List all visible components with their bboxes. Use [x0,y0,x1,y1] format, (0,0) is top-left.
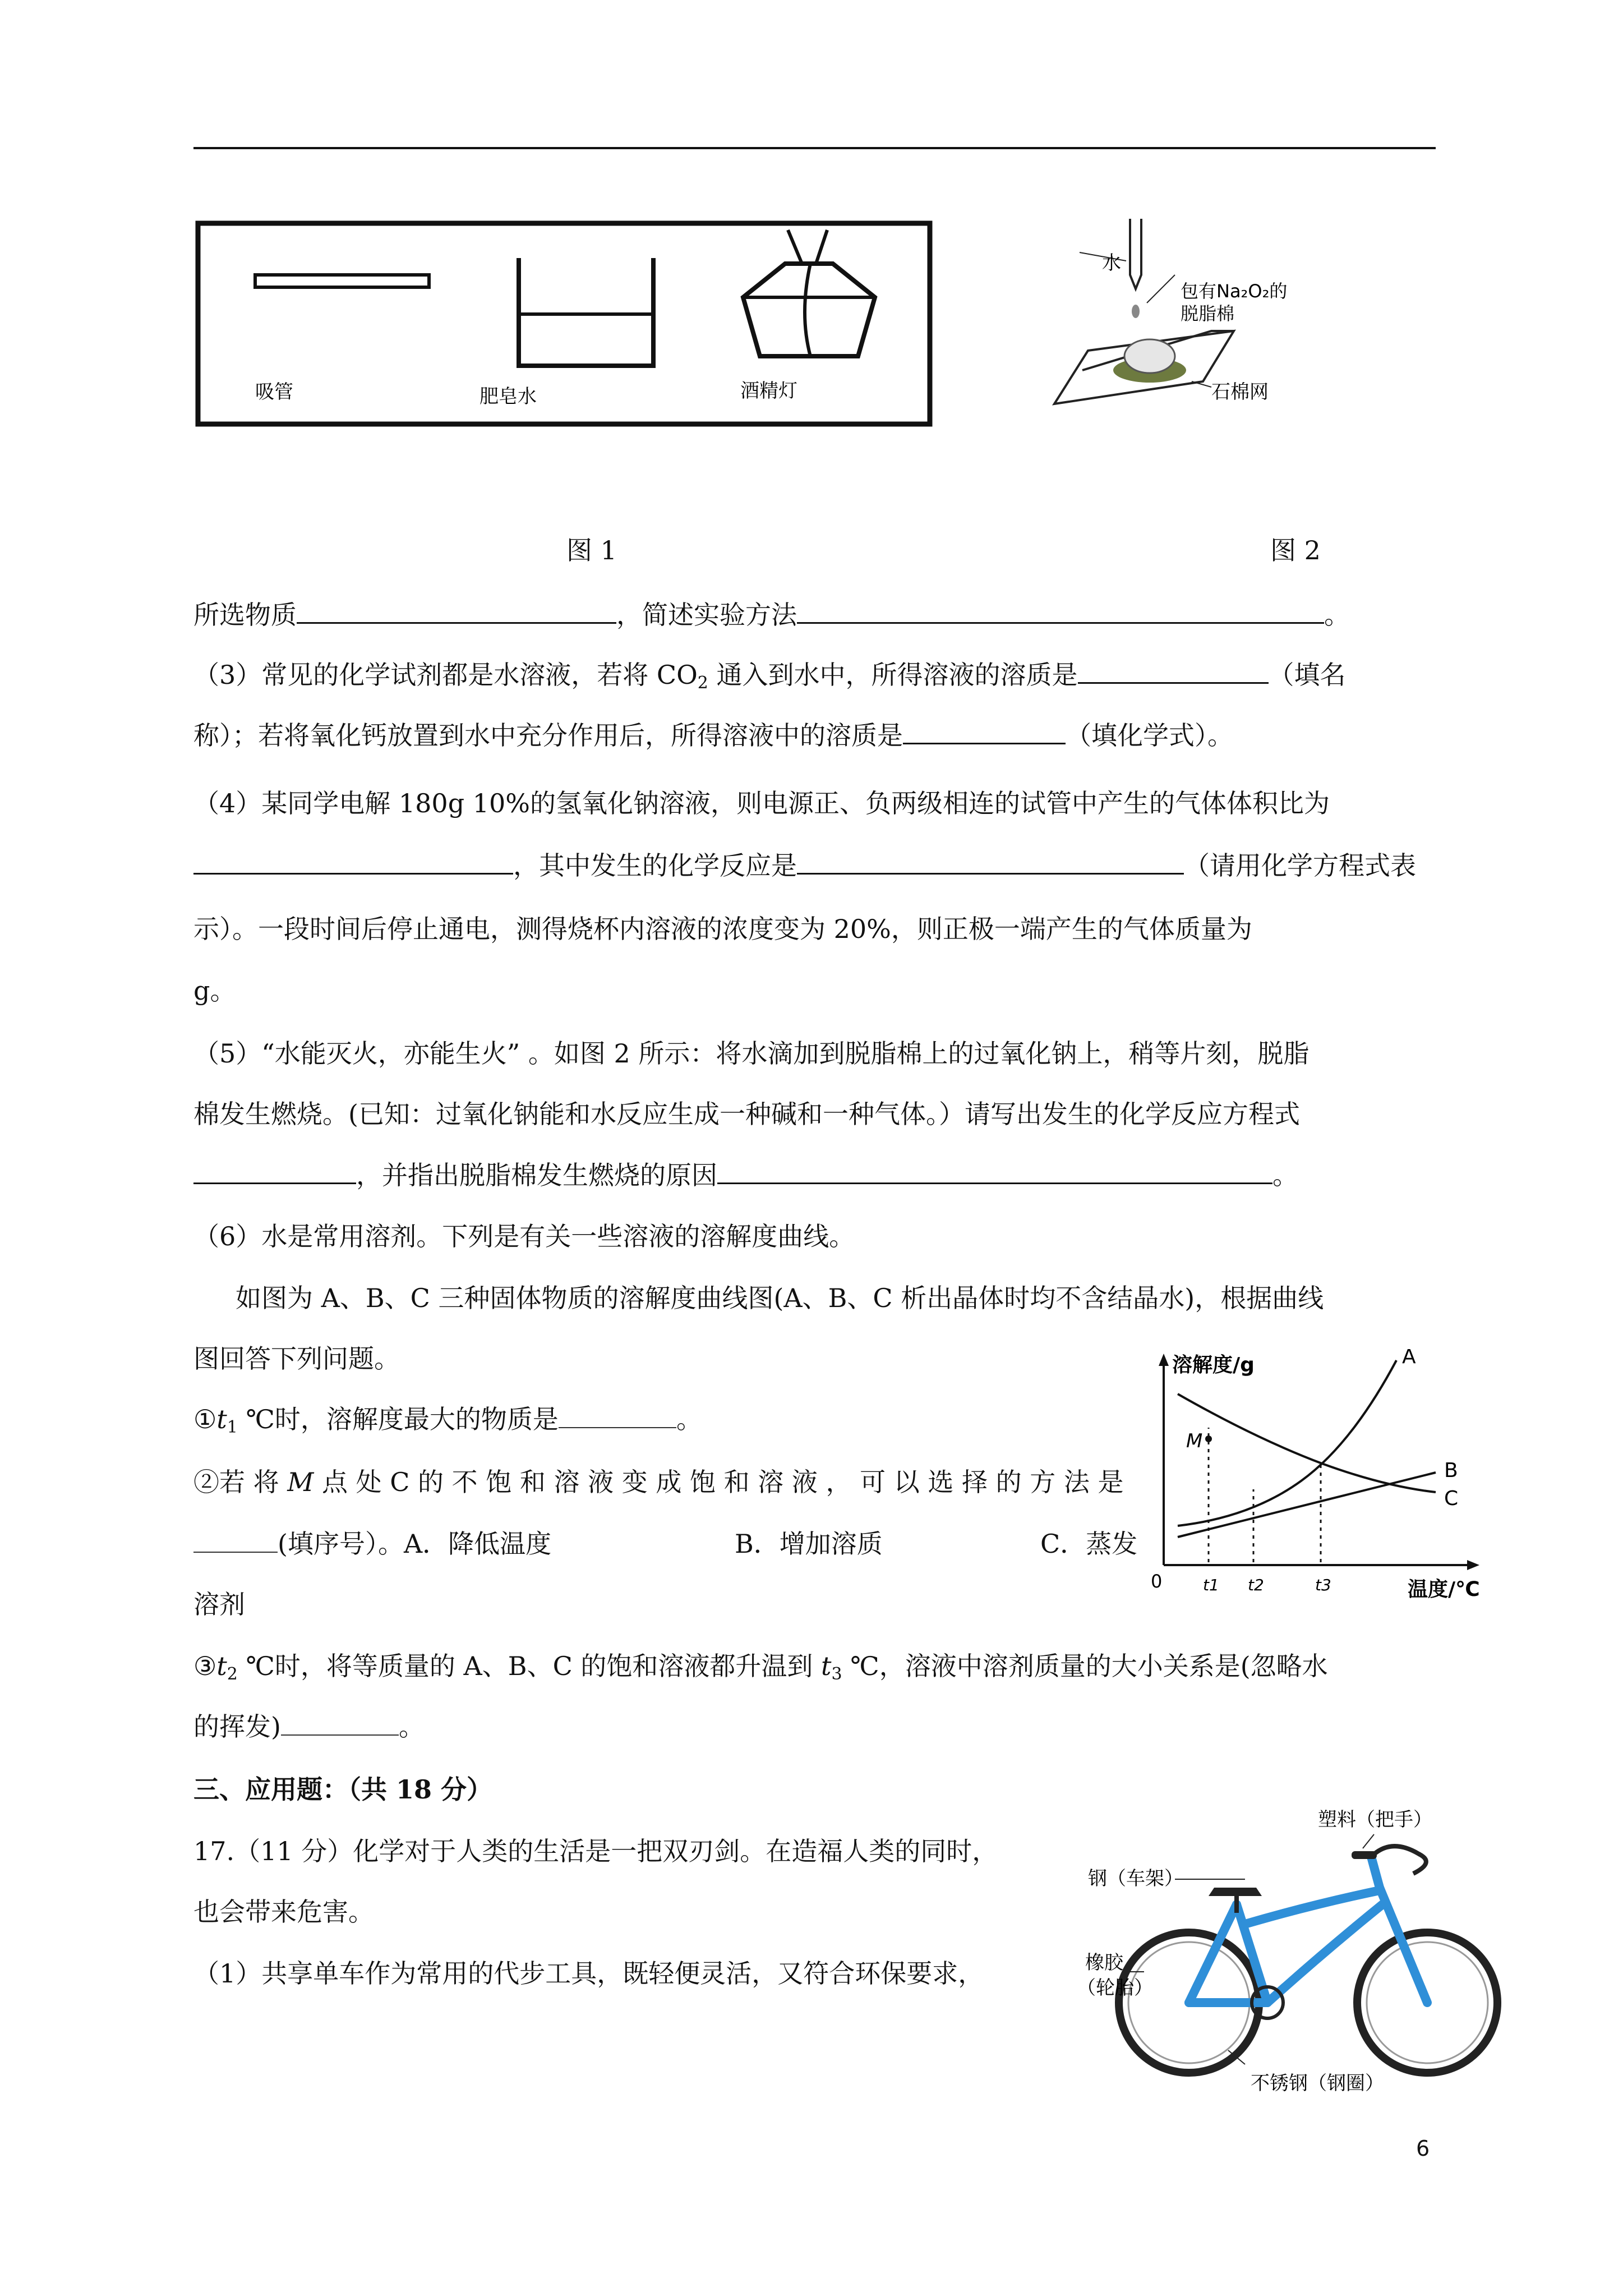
alcohol-lamp-drawing [743,230,875,356]
figure-1-caption: 图 1 [566,535,617,565]
header-rule [193,147,1436,149]
handle-label: 塑料（把手） [1318,1809,1432,1831]
figure-1 [193,219,937,432]
x-tick-t3: t3 [1315,1576,1331,1594]
q3-line-2: 称）；若将氧化钙放置到水中充分作用后，所得溶液中的溶质是 （填化学式）。 [193,718,1233,752]
point-M-label: M [1186,1430,1203,1452]
page-number: 6 [1416,2136,1430,2161]
q6-line-1: （6）水是常用溶剂。下列是有关一些溶液的溶解度曲线。 [193,1221,855,1251]
figure-2-caption: 图 2 [1270,535,1321,565]
gauze-label: 石棉网 [1211,381,1269,403]
solubility-chart [1138,1349,1486,1607]
series-label-C: C [1444,1487,1459,1510]
q6-sub-1: $①t_1$ ℃时，溶解度最大的物质是 。 [193,1404,702,1437]
alcohol-lamp-label: 酒精灯 [740,380,797,402]
q6-line-2: 如图为 A、B、C 三种固体物质的溶解度曲线图(A、B、C 析出晶体时均不含结晶水)，根据曲线 [236,1283,1324,1313]
q6-sub-3-tail: 的挥发) 。 [193,1711,425,1742]
q6-option-b: B．增加溶质 [735,1529,883,1559]
soap-water-label: 肥皂水 [479,385,537,408]
origin-label: 0 [1151,1571,1163,1592]
q5-line-1: （5）“水能灭火，亦能生火” 。如图 2 所示：将水滴加到脱脂棉上的过氧化钠上，稍等片刻，脱脂 [193,1038,1310,1069]
tire-label-2: （轮胎） [1077,1977,1153,1999]
soap-water-drawing [519,258,653,366]
q4-line-2: ，其中发生的化学反应是 （请用化学方程式表 [193,848,1416,882]
q6-line-3: 图回答下列问题。 [193,1343,400,1374]
tire-label-1: 橡胶 [1085,1952,1123,1974]
q6-sub-2: ②若 将 M 点 处 C 的 不 饱 和 溶 液 变 成 饱 和 溶 液 ， 可 以 选 择 的 方 法 是 [193,1467,1124,1497]
rim-label: 不锈钢（钢圈） [1251,2072,1384,2095]
q4-line-3: 示）。一段时间后停止通电，测得烧杯内溶液的浓度变为 20%，则正极一端产生的气体质量为 [193,914,1252,944]
point-M [1205,1435,1212,1442]
q5-line-2: 棉发生燃烧。(已知：过氧化钠能和水反应生成一种碱和一种气体。）请写出发生的化学反应方程式 [193,1099,1300,1129]
cotton-label-2: 脱脂棉 [1181,303,1235,324]
section-3-title: 三、应用题：（共 18 分） [193,1774,493,1805]
q17-line-3: （1）共享单车作为常用的代步工具，既轻便灵活，又符合环保要求， [193,1958,984,1989]
q6-option-c: C．蒸发 [1040,1529,1138,1559]
q6-sub-3: $③t_2$ ℃时，将等质量的 A、B、C 的饱和溶液都升温到 $t_3$ ℃，溶液中溶剂质量的大小关系是(忽略水 [193,1651,1328,1684]
series-label-B: B [1444,1459,1458,1482]
q4-line-1: （4）某同学电解 180g 10%的氢氧化钠溶液，则电源正、负两级相连的试管中产生的气体体积比为 [193,788,1330,818]
series-label-A: A [1402,1349,1416,1368]
x-tick-t1: t1 [1203,1576,1219,1594]
q3-line-1: （3）常见的化学试剂都是水溶液，若将 $CO_2$ 通入到水中，所得溶液的溶质是 （填名 [193,657,1346,700]
q4-line-4: g。 [193,976,236,1006]
q6-sub-2-options: (填序号）。A．降低温度 [193,1527,551,1561]
water-label: 水 [1102,252,1121,274]
q2-tail-line: 所选物质 ，简述实验方法 。 [193,597,1350,632]
figure-2 [1032,213,1346,438]
bicycle-figure [1077,1784,1525,2109]
x-axis-label: 温度/℃ [1408,1578,1480,1601]
q6-sub-2-tail: 溶剂 [193,1589,245,1619]
straw-drawing [255,275,429,287]
curve-B [1178,1473,1436,1537]
x-tick-t2: t2 [1248,1576,1264,1594]
curve-A [1178,1360,1396,1526]
frame-label: 钢（车架） [1088,1867,1183,1890]
cotton-label-1: 包有Na₂O₂的 [1181,280,1288,302]
q17-line-1: 17.（11 分）化学对于人类的生活是一把双刃剑。在造福人类的同时， [193,1836,998,1866]
y-axis-label: 溶解度/g [1172,1354,1255,1377]
q5-line-3: ，并指出脱脂棉发生燃烧的原因 。 [193,1158,1298,1192]
straw-label: 吸管 [255,381,293,403]
q17-line-2: 也会带来危害。 [193,1897,374,1927]
